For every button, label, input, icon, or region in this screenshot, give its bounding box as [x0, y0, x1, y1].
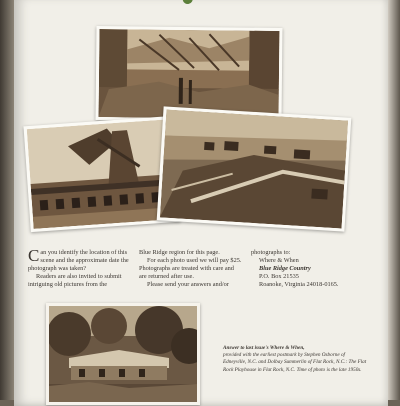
- payment-text: For each photo used we will pay $25. Photographs are treated with care and are returned after use.: [139, 257, 242, 281]
- drop-cap: C: [28, 246, 40, 265]
- photo-answer-playhouse: [46, 303, 200, 405]
- book-gutter-right: [388, 0, 400, 400]
- invitation-text: Readers are also invited to submit intriguing old pictures from the: [28, 273, 122, 289]
- answer-caption: [223, 345, 368, 374]
- answer-heading: Answer to last issue's Where & When,: [223, 345, 305, 351]
- region-text: Blue Ridge region for this page.: [139, 249, 220, 256]
- address-line-2: Blue Ridge Country: [259, 265, 311, 273]
- address-line-1: Where & When: [259, 257, 299, 265]
- photographs-to-text: photographs to:: [251, 249, 291, 256]
- question-text: an you identify the location of this scene and the approximate date the photograph was taken?: [28, 249, 129, 273]
- photo-aerial-town: [157, 106, 352, 231]
- article-column-3: [251, 249, 371, 289]
- address-line-4: Roanoke, Virginia 24018-0165.: [259, 281, 339, 289]
- address-line-3: P.O. Box 21535: [259, 273, 299, 281]
- article-column-1: [28, 246, 132, 289]
- answer-body: provided with the earliest postmark by Stephen Osborne of Edneyville, N.C. and Dolbay Summerlin of Flat Rock, N.C.: The Flat Rock Playhouse in Flat Rock, N.C. Time of photo is the late 1950s.: [223, 352, 367, 373]
- send-text: Please send your answers and/or: [147, 281, 229, 289]
- article-column-2: [139, 249, 243, 289]
